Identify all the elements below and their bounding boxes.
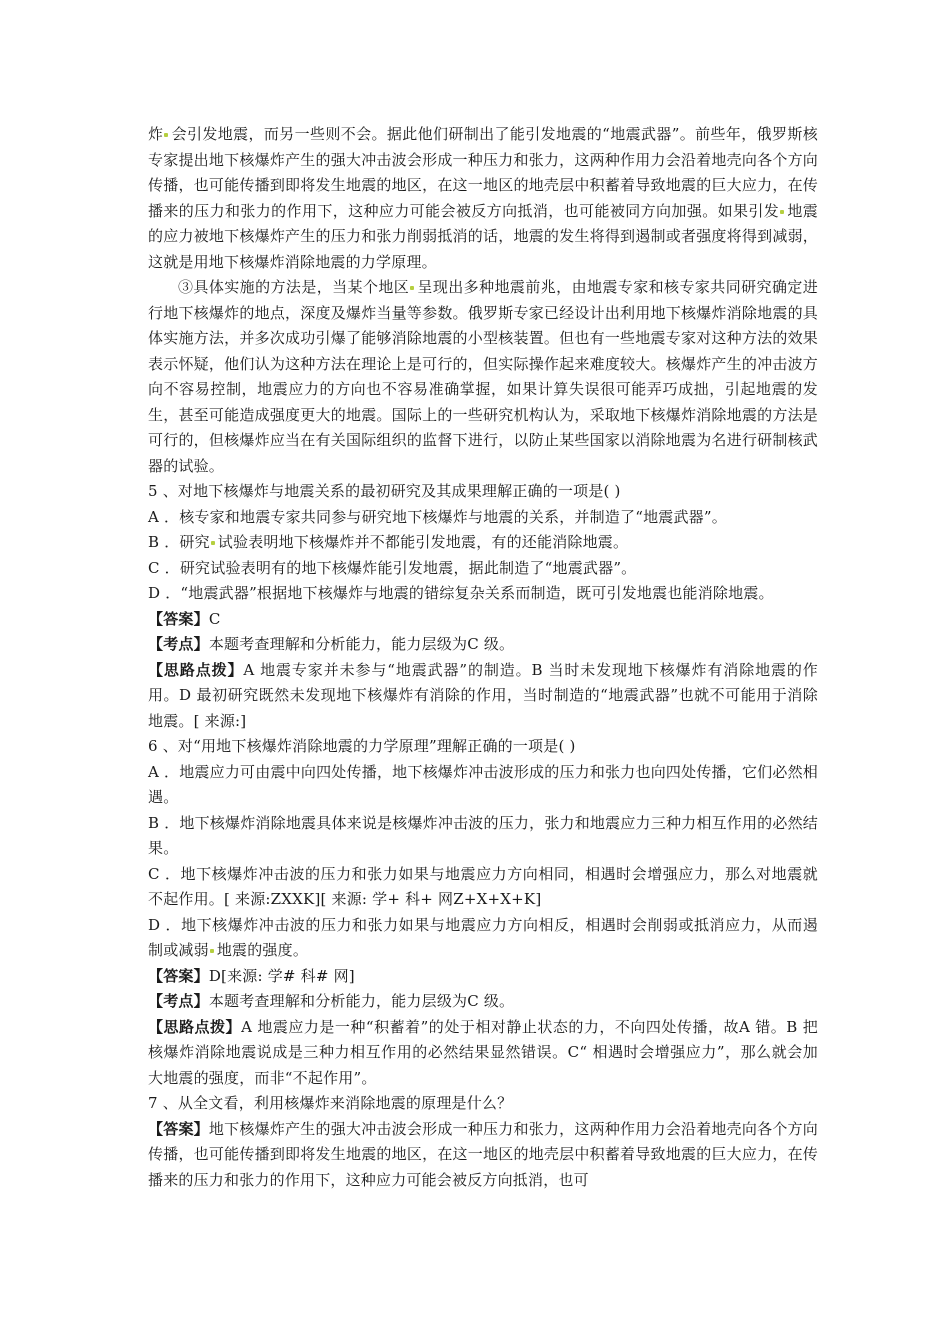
option-text: B ．研究 (148, 533, 210, 551)
option-text: 试验表明地下核爆炸并不都能引发地震，有的还能消除地震。 (217, 533, 629, 551)
option-text: 地震的强度。 (216, 941, 309, 959)
point-text: 本题考查理解和分析能力，能力层级为C 级。 (208, 992, 515, 1010)
passage-paragraph-2 (148, 275, 818, 479)
hint-text: A 地震专家并未参与“地震武器”的制造。B 当时未发现地下核爆炸有消除地震的作用。D 最初研究既然未发现地下核爆炸有消除的作用，当时制造的“地震武器”也就不可能用于消除地震。[ 来源:] (148, 660, 818, 730)
question-7-answer (148, 1117, 818, 1194)
marker-dot-icon (211, 541, 215, 545)
passage-paragraph-1 (148, 122, 818, 275)
answer-tag: 【答案】 (148, 1119, 209, 1138)
question-6-option-c: C ．地下核爆炸冲击波的压力和张力如果与地震应力方向相同，相遇时会增强应力，那么对地震就不起作用。[ 来源:ZXXK][ 来源: 学+ 科+ 网Z+X+X+K] (148, 864, 818, 908)
answer-tag: 【答案】 (148, 609, 209, 628)
question-5-answer (148, 607, 818, 633)
passage-text: 呈现出多种地震前兆，由地震专家和核专家共同研究确定进行地下核爆炸的地点，深度及爆炸当量等参数。俄罗斯专家已经设计出利用地下核爆炸消除地震的具体实施方法，并多次成功引爆了能够消除地震的小型核装置。但也有一些地震专家对这种方法的效果表示怀疑，他们认为这种方法在理论上是可行的，但实际操作起来难度较大。核爆炸产生的冲击波方向不容易控制，地震应力的方向也不容易准确掌握，如果计算失误很可能弄巧成拙，引起地震的发生，甚至可能造成强度更大的地震。国际上的一些研究机构认为，采取地下核爆炸消除地震的方法是可行的，但核爆炸应当在有关国际组织的监督下进行，以防止某些国家以消除地震为名进行研制核武器的试验。 (148, 278, 818, 475)
point-tag: 【考点】 (148, 992, 209, 1010)
passage-text: 炸 (148, 125, 164, 143)
question-5-option-d: D ．“地震武器”根据地下核爆炸与地震的错综复杂关系而制造，既可引发地震也能消除地震。 (148, 584, 774, 602)
hint-text: A 地震应力是一种“积蓄着”的处于相对静止状态的力，不向四处传播，故A 错。B 把核爆炸消除地震说成是三种力相互作用的必然结果显然错误。C“ 相遇时会增强应力”，那么就会加大地震的强度，而非“不起作用”。 (148, 1017, 818, 1087)
question-5-option-b (148, 530, 818, 556)
question-6-option-a: A ．地震应力可由震中向四处传播，地下核爆炸冲击波形成的压力和张力也向四处传播，它们必然相遇。 (148, 762, 818, 806)
point-tag: 【考点】 (148, 635, 209, 653)
question-6-option-b: B ．地下核爆炸消除地震具体来说是核爆炸冲击波的压力，张力和地震应力三种力相互作用的必然结果。 (148, 813, 818, 857)
marker-dot-icon (164, 133, 168, 137)
answer-tag: 【答案】 (148, 966, 209, 985)
passage-text: 会引发地震，而另一些则不会。据此他们研制出了能引发地震的“地震武器”。前些年，俄罗斯核专家提出地下核爆炸产生的强大冲击波会形成一种压力和张力，这两种作用力会沿着地壳向各个方向传播，也可能传播到即将发生地震的地区，在这一地区的地壳层中积蓄着导致地震的巨大应力，在传播来的压力和张力的作用下，这种应力可能会被反方向抵消，也可能被同方向加强。如果引发 (148, 125, 818, 220)
answer-text: D[来源: 学# 科# 网] (208, 966, 355, 985)
answer-text: C (208, 609, 221, 628)
hint-tag: 【思路点拨】 (148, 1017, 242, 1036)
question-5-point (148, 632, 818, 658)
marker-dot-icon (780, 210, 784, 214)
answer-text: 地下核爆炸产生的强大冲击波会形成一种压力和张力，这两种作用力会沿着地壳向各个方向传播，也可能传播到即将发生地震的地区，在这一地区的地壳层中积蓄着导致地震的巨大应力，在传播来的压力和张力的作用下，这种应力可能会被反方向抵消，也可 (148, 1119, 818, 1189)
question-5-hint (148, 658, 818, 735)
point-text: 本题考查理解和分析能力，能力层级为C 级。 (208, 635, 515, 653)
question-6-hint (148, 1015, 818, 1092)
document-page (148, 122, 818, 1193)
hint-tag: 【思路点拨】 (148, 660, 244, 679)
question-5-option-a: A ．核专家和地震专家共同参与研究地下核爆炸与地震的关系，并制造了“地震武器”。 (148, 507, 727, 526)
option-text: D ．地下核爆炸冲击波的压力和张力如果与地震应力方向相反，相遇时会削弱或抵消应力，从而遏制或减弱 (148, 915, 818, 959)
question-6-stem: 6 、对“用地下核爆炸消除地震的力学原理”理解正确的一项是( ) (148, 737, 576, 755)
question-6-option-d (148, 913, 818, 964)
question-6-answer (148, 964, 818, 990)
question-5-option-c: C ．研究试验表明有的地下核爆炸能引发地震，据此制造了“地震武器”。 (148, 558, 637, 577)
passage-text: ③具体实施的方法是，当某个地区 (178, 278, 410, 296)
question-7-stem: 7 、从全文看，利用核爆炸来消除地震的原理是什么？ (148, 1094, 513, 1112)
marker-dot-icon (410, 286, 414, 290)
passage-text: 地震的应力被地下核爆炸产生的压力和张力削弱抵消的话，地震的发生将得到遏制或者强度将得到减弱，这就是用地下核爆炸消除地震的力学原理。 (148, 201, 818, 271)
question-6-point (148, 989, 818, 1015)
question-5-stem: 5 、对地下核爆炸与地震关系的最初研究及其成果理解正确的一项是( ) (148, 482, 621, 500)
marker-dot-icon (210, 949, 214, 953)
